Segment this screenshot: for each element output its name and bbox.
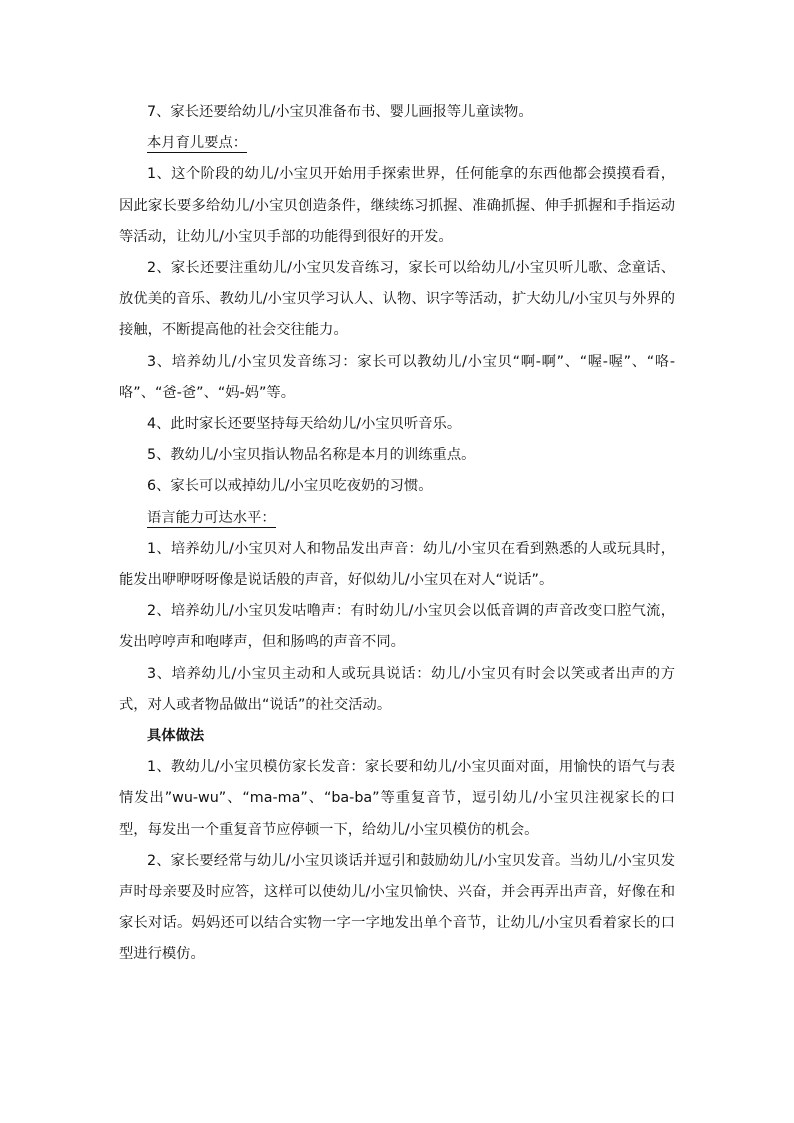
parenting-point-2: 2、家长还要注重幼儿/小宝贝发音练习，家长可以给幼儿/小宝贝听儿歌、念童话、放优美的音乐、教幼儿/小宝贝学习认人、认物、识字等活动，扩大幼儿/小宝贝与外界的接触，不断提高他的社会交往能力。 [119,260,675,339]
parenting-point-4: 4、此时家长还要坚持每天给幼儿/小宝贝听音乐。 [147,416,462,433]
section-heading-methods: 具体做法 [147,728,205,745]
method-1: 1、教幼儿/小宝贝模仿家长发音：家长要和幼儿/小宝贝面对面，用愉快的语气与表情发出”wu-wu”、“ma-ma”、“ba-ba”等重复音节，逗引幼儿/小宝贝注视家长的口型，每发出一个重复音节应停顿一下，给幼儿/小宝贝模仿的机会。 [119,759,675,838]
section-heading-language-level-text: 语言能力可达水平： [147,509,276,526]
section-heading-parenting-points-text: 本月育儿要点： [147,135,248,152]
language-level-3: 3、培养幼儿/小宝贝主动和人或玩具说话：幼儿/小宝贝有时会以笑或者出声的方式，对人或者物品做出“说话”的社交活动。 [119,665,675,713]
section-heading-language-level [119,503,675,534]
language-level-2: 2、培养幼儿/小宝贝发咕噜声：有时幼儿/小宝贝会以低音调的声音改变口腔气流，发出哼哼声和咆哮声，但和肠鸣的声音不同。 [119,603,675,651]
document-body [119,97,675,971]
language-level-1: 1、培养幼儿/小宝贝对人和物品发出声音：幼儿/小宝贝在看到熟悉的人或玩具时，能发出咿咿呀呀像是说话般的声音，好似幼儿/小宝贝在对人“说话”。 [119,540,675,589]
parenting-point-3: 3、培养幼儿/小宝贝发音练习：家长可以教幼儿/小宝贝“啊-啊”、“喔-喔”、“咯-咯”、“爸-爸”、“妈-妈”等。 [119,353,675,401]
parenting-point-5: 5、教幼儿/小宝贝指认物品名称是本月的训练重点。 [147,447,476,464]
method-2: 2、家长要经常与幼儿/小宝贝谈话并逗引和鼓励幼儿/小宝贝发音。当幼儿/小宝贝发声时母亲要及时应答，这样可以使幼儿/小宝贝愉快、兴奋，并会再弄出声音，好像在和家长对话。妈妈还可以结合实物一字一字地发出单个音节，让幼儿/小宝贝看着家长的口型进行模仿。 [119,852,675,963]
parenting-point-1: 1、这个阶段的幼儿/小宝贝开始用手探索世界，任何能拿的东西他都会摸摸看看，因此家长要多给幼儿/小宝贝创造条件，继续练习抓握、准确抓握、伸手抓握和手指运动等活动，让幼儿/小宝贝手部的功能得到很好的开发。 [119,166,675,245]
section-heading-parenting-points [119,128,675,159]
parenting-point-6: 6、家长可以戒掉幼儿/小宝贝吃夜奶的习惯。 [147,478,433,495]
paragraph-intro-7: 7、家长还要给幼儿/小宝贝准备布书、婴儿画报等儿童读物。 [147,104,533,120]
